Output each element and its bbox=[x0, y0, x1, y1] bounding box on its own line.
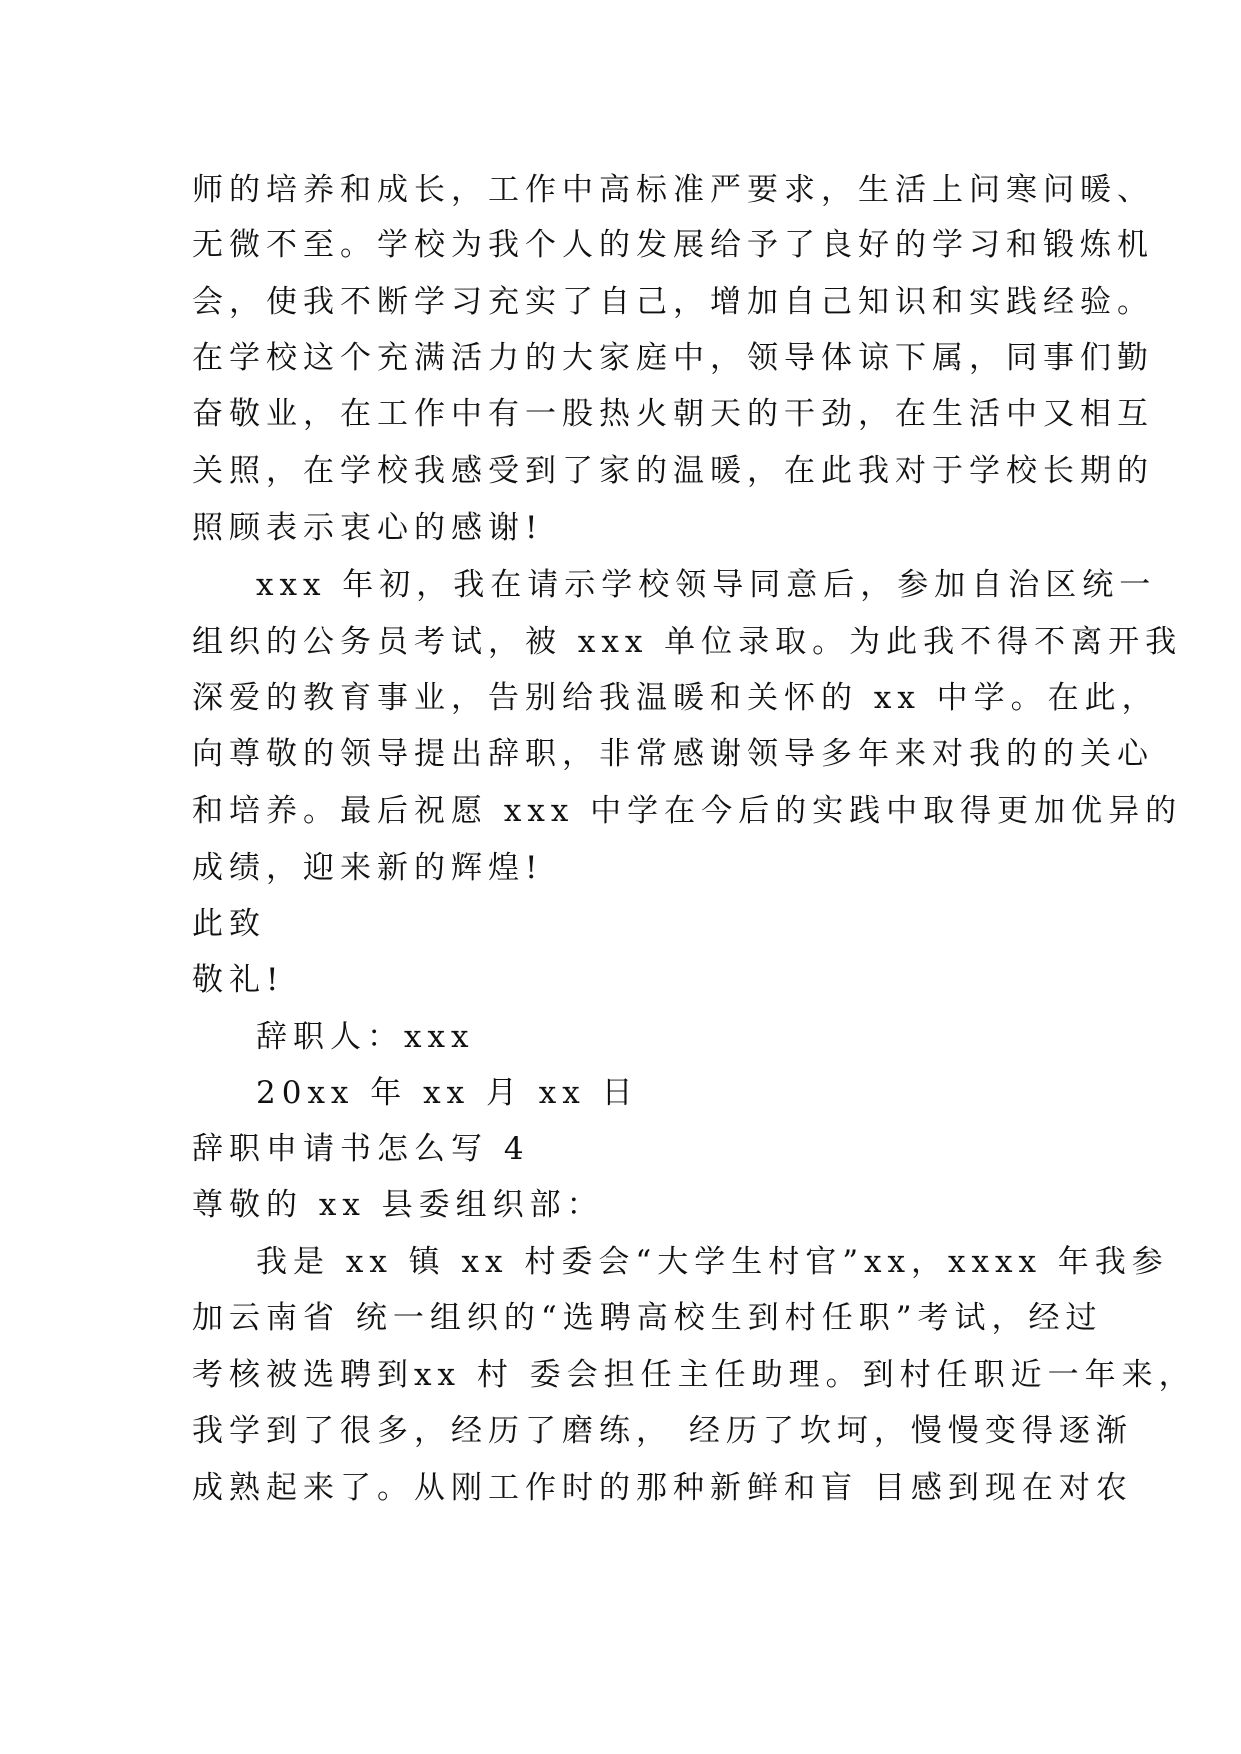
section-heading: 辞职申请书怎么写 4 bbox=[192, 1131, 530, 1167]
text-line: 深爱的教育事业，告别给我温暖和关怀的 xx 中学。在此， bbox=[192, 680, 1159, 716]
date-line: 20xx 年 xx 月 xx 日 bbox=[256, 1075, 639, 1111]
text-line: 成绩，迎来新的辉煌! bbox=[192, 850, 544, 886]
signer-line: 辞职人：xxx bbox=[256, 1019, 475, 1055]
text-line: 师的培养和成长，工作中高标准严要求，生活上问寒问暖、 bbox=[192, 172, 1154, 208]
closing-line: 此致 bbox=[192, 906, 266, 942]
text-line: 会，使我不断学习充实了自己，增加自己知识和实践经验。 bbox=[192, 284, 1154, 320]
text-line: 照顾表示衷心的感谢! bbox=[192, 510, 544, 546]
text-line: 无微不至。学校为我个人的发展给予了良好的学习和锻炼机 bbox=[192, 227, 1154, 263]
text-line: 奋敬业，在工作中有一股热火朝天的干劲，在生活中又相互 bbox=[192, 396, 1154, 432]
salutation-line: 尊敬的 xx 县委组织部： bbox=[192, 1187, 604, 1223]
text-line: 和培养。最后祝愿 xxx 中学在今后的实践中取得更加优异的 bbox=[192, 793, 1183, 829]
text-line: 关照，在学校我感受到了家的温暖，在此我对于学校长期的 bbox=[192, 453, 1154, 489]
text-line: 加云南省 统一组织的“选聘高校生到村任职”考试，经过 bbox=[192, 1300, 1103, 1336]
text-line: 在学校这个充满活力的大家庭中，领导体谅下属，同事们勤 bbox=[192, 340, 1154, 376]
text-line: 成熟起来了。从刚工作时的那种新鲜和盲 目感到现在对农 bbox=[192, 1470, 1133, 1506]
text-line: 组织的公务员考试，被 xxx 单位录取。为此我不得不离开我 bbox=[192, 624, 1183, 660]
text-line: 我是 xx 镇 xx 村委会“大学生村官”xx，xxxx 年我参 bbox=[256, 1244, 1169, 1280]
text-line: 我学到了很多，经历了磨练， 经历了坎坷，慢慢变得逐渐 bbox=[192, 1413, 1133, 1449]
text-line: xxx 年初，我在请示学校领导同意后，参加自治区统一 bbox=[256, 567, 1157, 603]
text-line: 向尊敬的领导提出辞职，非常感谢领导多年来对我的的关心 bbox=[192, 736, 1154, 772]
text-line: 考核被选聘到xx 村 委会担任主任助理。到村任职近一年来， bbox=[192, 1357, 1196, 1393]
closing-line: 敬礼! bbox=[192, 962, 285, 998]
